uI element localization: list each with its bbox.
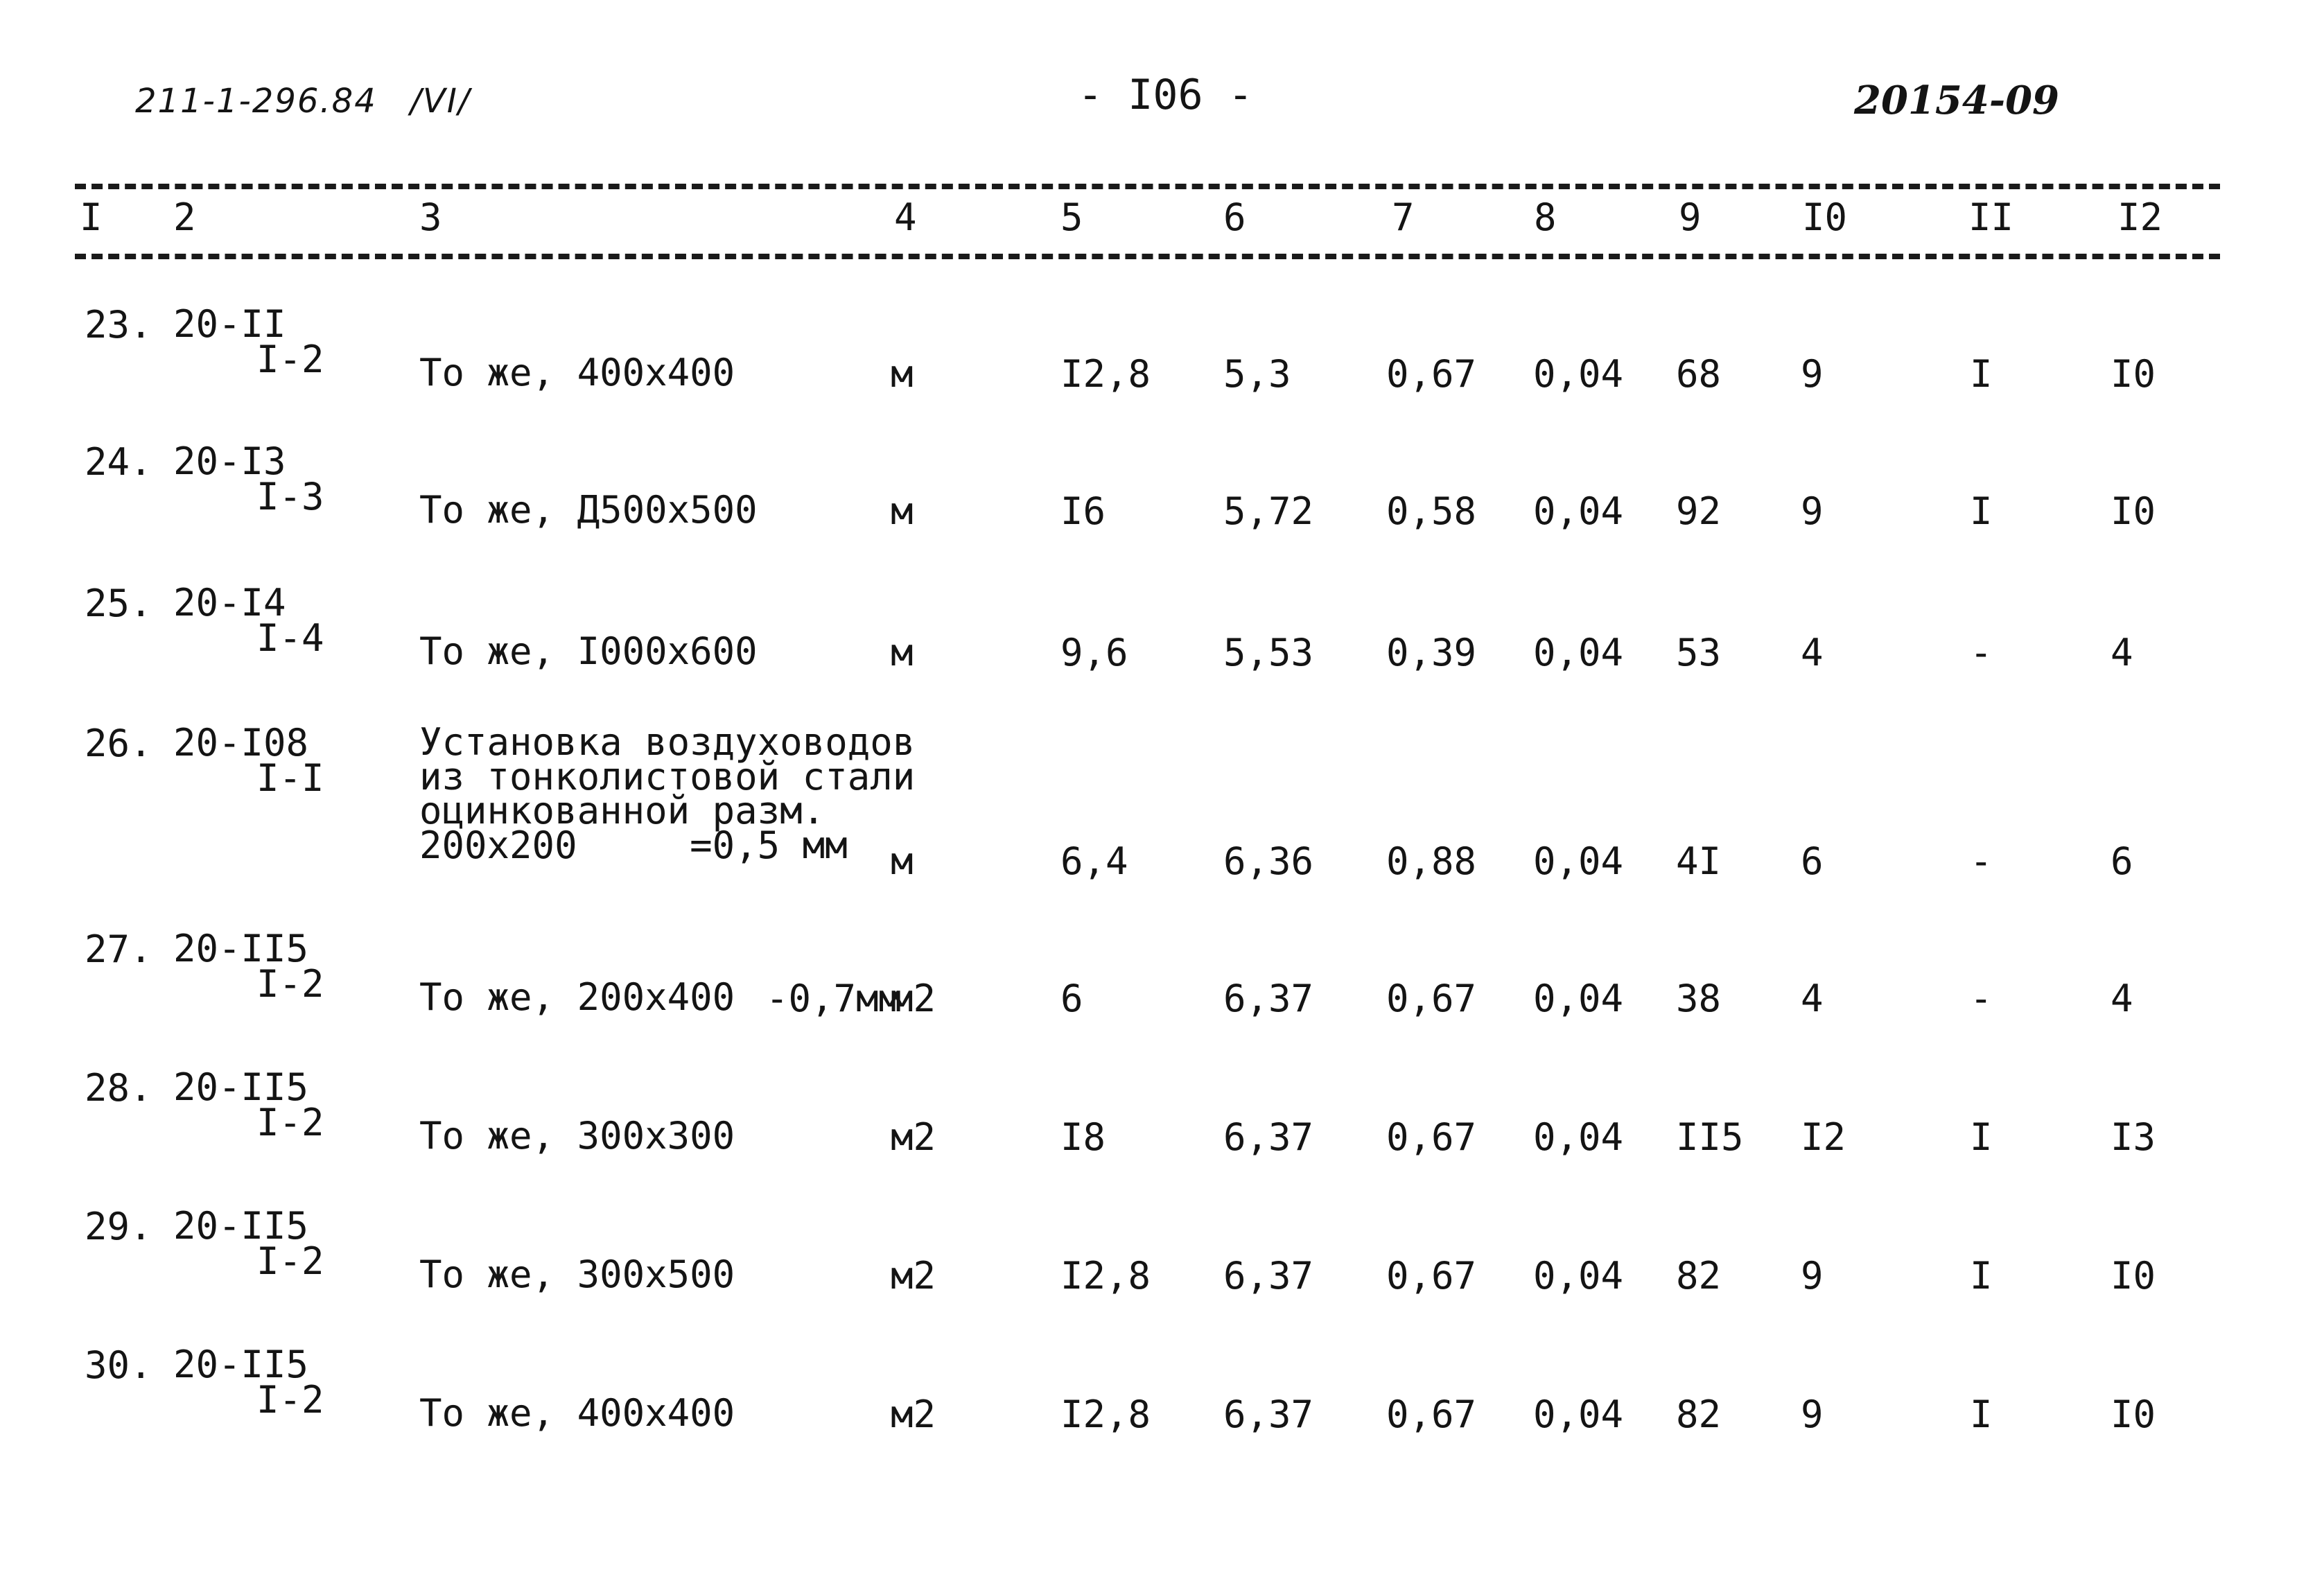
rate-code-main: 20-I3 xyxy=(173,439,286,483)
rate-code xyxy=(173,927,324,1006)
value-cell-11: - xyxy=(1970,631,1993,674)
column-header-5: 5 xyxy=(1060,195,1083,239)
row-number: 24. xyxy=(85,440,152,484)
value-cell-10: 9 xyxy=(1801,489,1824,533)
value-cell-12: I0 xyxy=(2111,352,2156,396)
unit-cell: м2 xyxy=(891,1254,936,1298)
value-cell-8: 0,04 xyxy=(1533,1393,1624,1436)
value-cell-9: 82 xyxy=(1676,1393,1722,1436)
value-cell-7: 0,67 xyxy=(1386,352,1477,396)
value-cell-10: 4 xyxy=(1801,631,1824,674)
value-cell-5: 6 xyxy=(1060,977,1083,1020)
description-line: Установка воздуховодов xyxy=(419,720,916,764)
value-cell-7: 0,88 xyxy=(1386,839,1477,883)
value-cell-5: I2,8 xyxy=(1060,1393,1151,1436)
value-cell-6: 5,3 xyxy=(1223,352,1291,396)
rate-code-sub: I-2 xyxy=(256,338,324,382)
rate-code-sub: I-2 xyxy=(256,1378,324,1422)
value-cell-12: 6 xyxy=(2111,839,2133,883)
value-cell-10: 4 xyxy=(1801,977,1824,1020)
value-cell-5: I2,8 xyxy=(1060,352,1151,396)
rate-code xyxy=(173,439,324,519)
handwritten-code: 20154-09 xyxy=(1854,78,2059,123)
column-header-8: 8 xyxy=(1534,195,1557,239)
rate-code xyxy=(173,581,324,661)
unit-cell: м xyxy=(891,489,914,533)
value-cell-12: 4 xyxy=(2111,631,2133,674)
thickness-note: -0,7мм xyxy=(766,977,902,1020)
row-number: 25. xyxy=(85,582,152,625)
page-number: - I06 - xyxy=(1078,71,1253,119)
rate-code-main: 20-II5 xyxy=(173,1343,309,1386)
value-cell-8: 0,04 xyxy=(1533,352,1624,396)
work-description xyxy=(419,720,916,868)
row-number: 29. xyxy=(85,1205,152,1248)
rate-code-main: 20-II5 xyxy=(173,927,309,970)
value-cell-8: 0,04 xyxy=(1533,631,1624,674)
value-cell-10: I2 xyxy=(1801,1115,1846,1159)
value-cell-11: - xyxy=(1970,977,1993,1020)
row-number: 28. xyxy=(85,1066,152,1110)
column-header-11: II xyxy=(1968,195,2014,239)
value-cell-7: 0,67 xyxy=(1386,1115,1477,1159)
column-header-12: I2 xyxy=(2117,195,2163,239)
value-cell-7: 0,67 xyxy=(1386,1393,1477,1436)
column-header-10: I0 xyxy=(1802,195,1848,239)
value-cell-11: I xyxy=(1970,1115,1993,1159)
column-header-2: 2 xyxy=(173,195,196,239)
value-cell-8: 0,04 xyxy=(1533,489,1624,533)
rate-code-sub: I-I xyxy=(256,756,324,801)
rate-code xyxy=(173,721,324,801)
value-cell-10: 6 xyxy=(1801,839,1824,883)
value-cell-6: 6,37 xyxy=(1223,1393,1314,1436)
value-cell-9: 38 xyxy=(1676,977,1722,1020)
value-cell-8: 0,04 xyxy=(1533,839,1624,883)
unit-cell: м xyxy=(891,352,914,396)
rate-code xyxy=(173,302,324,382)
description-line: То же, I000x600 xyxy=(419,629,758,673)
value-cell-6: 6,37 xyxy=(1223,1254,1314,1298)
rate-code-sub: I-3 xyxy=(256,475,324,519)
value-cell-12: I0 xyxy=(2111,489,2156,533)
unit-cell: м xyxy=(891,631,914,674)
column-header-3: 3 xyxy=(419,195,442,239)
description-line: То же, Д500x500 xyxy=(419,488,758,532)
value-cell-6: 5,72 xyxy=(1223,489,1314,533)
description-line: оцинкованной разм. xyxy=(419,789,825,833)
document-number-header xyxy=(135,82,471,121)
value-cell-7: 0,39 xyxy=(1386,631,1477,674)
value-cell-9: 68 xyxy=(1676,352,1722,396)
unit-cell: м2 xyxy=(891,1393,936,1436)
work-description xyxy=(419,488,758,532)
value-cell-5: 9,6 xyxy=(1060,631,1128,674)
value-cell-5: I2,8 xyxy=(1060,1254,1151,1298)
document-number: 211-1-296.84 xyxy=(135,82,377,121)
value-cell-7: 0,67 xyxy=(1386,977,1477,1020)
row-number: 27. xyxy=(85,927,152,971)
unit-cell: м2 xyxy=(891,977,936,1020)
work-description xyxy=(419,1253,735,1296)
value-cell-12: I0 xyxy=(2111,1254,2156,1298)
unit-cell: м2 xyxy=(891,1115,936,1159)
value-cell-12: I3 xyxy=(2111,1115,2156,1159)
value-cell-7: 0,58 xyxy=(1386,489,1477,533)
description-line: То же, 200x400 xyxy=(419,975,735,1019)
work-description xyxy=(419,1114,735,1158)
value-cell-12: I0 xyxy=(2111,1393,2156,1436)
row-number: 23. xyxy=(85,303,152,347)
value-cell-10: 9 xyxy=(1801,1393,1824,1436)
rate-code-sub: I-2 xyxy=(256,1239,324,1284)
description-line: 200x200 =0,5 мм xyxy=(419,823,848,868)
work-description xyxy=(419,351,735,394)
value-cell-9: 92 xyxy=(1676,489,1722,533)
value-cell-11: - xyxy=(1970,839,1993,883)
description-line: То же, 400x400 xyxy=(419,351,735,394)
value-cell-11: I xyxy=(1970,1393,1993,1436)
column-header-6: 6 xyxy=(1223,195,1246,239)
value-cell-6: 6,37 xyxy=(1223,977,1314,1020)
value-cell-5: I6 xyxy=(1060,489,1106,533)
value-cell-6: 6,36 xyxy=(1223,839,1314,883)
row-number: 30. xyxy=(85,1343,152,1387)
rate-code xyxy=(173,1065,324,1145)
rate-code-main: 20-II xyxy=(173,302,286,346)
value-cell-12: 4 xyxy=(2111,977,2133,1020)
rate-code xyxy=(173,1343,324,1422)
rate-code-main: 20-II5 xyxy=(173,1204,309,1248)
value-cell-10: 9 xyxy=(1801,352,1824,396)
value-cell-9: 53 xyxy=(1676,631,1722,674)
rate-code-main: 20-I4 xyxy=(173,581,286,625)
work-description xyxy=(419,1391,735,1435)
description-line: То же, 300x500 xyxy=(419,1253,735,1296)
row-number: 26. xyxy=(85,722,152,765)
value-cell-10: 9 xyxy=(1801,1254,1824,1298)
value-cell-8: 0,04 xyxy=(1533,977,1624,1020)
volume-number: /VI/ xyxy=(410,82,471,121)
work-description xyxy=(419,975,735,1019)
rate-code-sub: I-2 xyxy=(256,1101,324,1145)
value-cell-7: 0,67 xyxy=(1386,1254,1477,1298)
rate-code xyxy=(173,1204,324,1284)
value-cell-8: 0,04 xyxy=(1533,1254,1624,1298)
rate-code-sub: I-4 xyxy=(256,616,324,661)
value-cell-11: I xyxy=(1970,489,1993,533)
rate-code-main: 20-II5 xyxy=(173,1065,309,1109)
rate-code-sub: I-2 xyxy=(256,962,324,1006)
description-line: То же, 300x300 xyxy=(419,1114,735,1158)
header-divider-top xyxy=(75,184,2220,189)
value-cell-9: II5 xyxy=(1676,1115,1744,1159)
description-line: из тонколистовой стали xyxy=(419,754,916,799)
value-cell-9: 82 xyxy=(1676,1254,1722,1298)
column-header-9: 9 xyxy=(1679,195,1702,239)
value-cell-11: I xyxy=(1970,1254,1993,1298)
rate-code-main: 20-I08 xyxy=(173,721,309,765)
value-cell-8: 0,04 xyxy=(1533,1115,1624,1159)
header-divider-bottom xyxy=(75,254,2220,259)
value-cell-9: 4I xyxy=(1676,839,1722,883)
unit-cell: м xyxy=(891,839,914,883)
value-cell-5: I8 xyxy=(1060,1115,1106,1159)
column-header-1: I xyxy=(80,195,103,239)
value-cell-6: 6,37 xyxy=(1223,1115,1314,1159)
work-description xyxy=(419,629,758,673)
column-header-4: 4 xyxy=(894,195,917,239)
value-cell-5: 6,4 xyxy=(1060,839,1128,883)
value-cell-11: I xyxy=(1970,352,1993,396)
value-cell-6: 5,53 xyxy=(1223,631,1314,674)
description-line: То же, 400x400 xyxy=(419,1391,735,1435)
column-header-7: 7 xyxy=(1392,195,1415,239)
